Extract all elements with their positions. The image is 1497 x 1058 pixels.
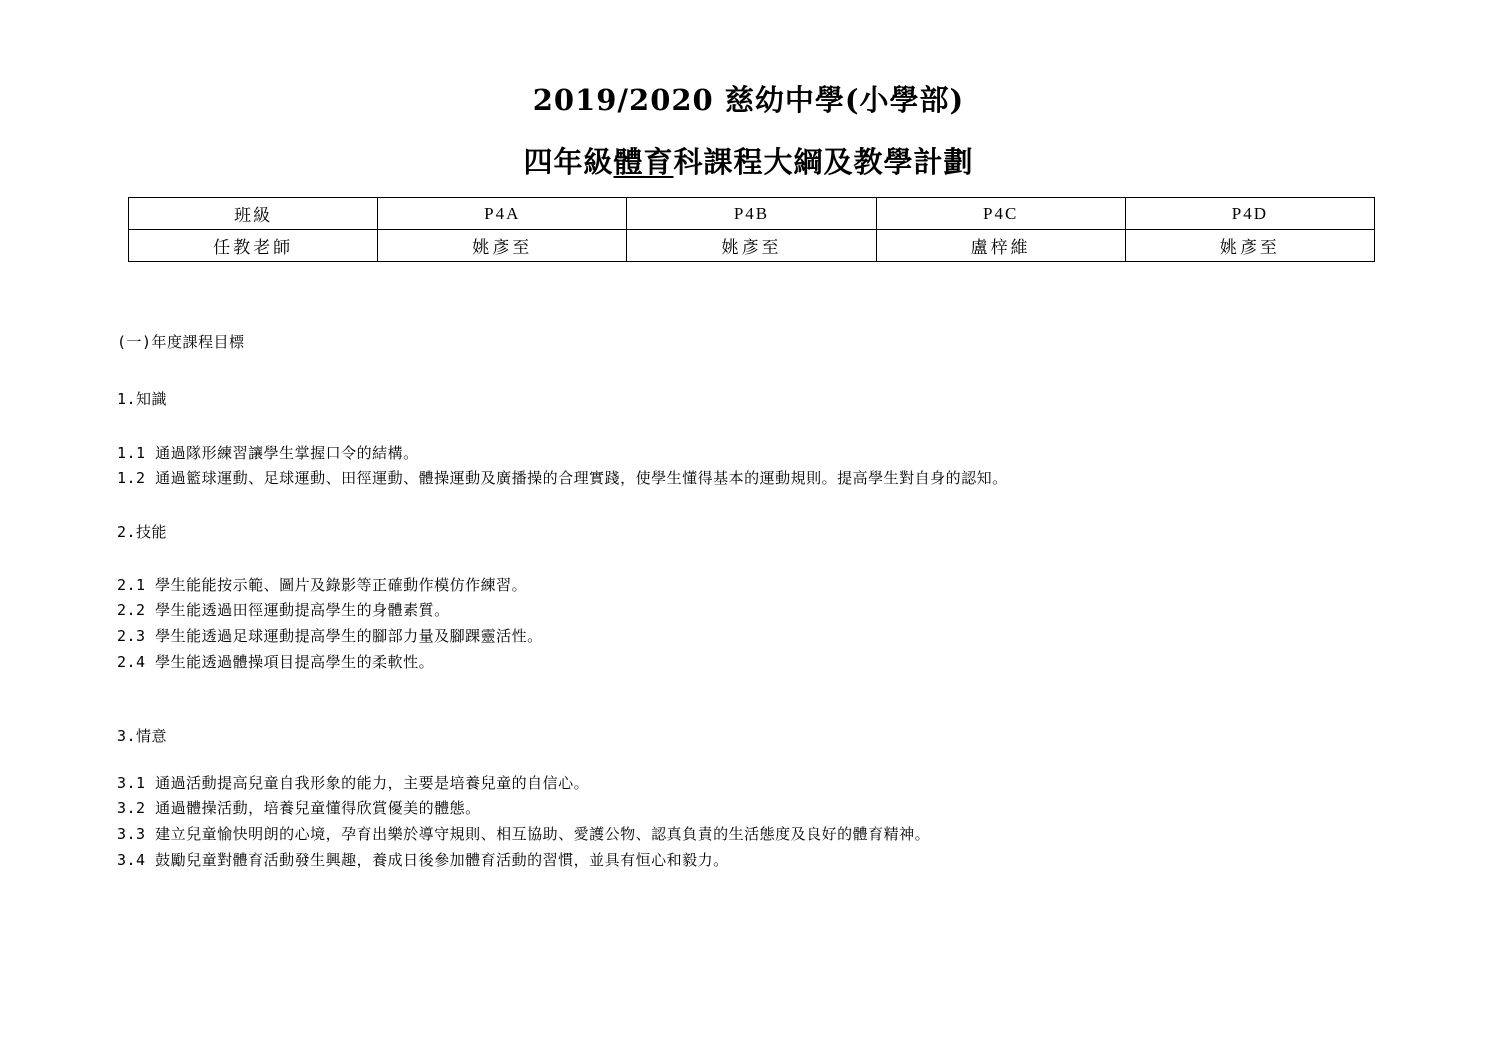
table-cell: 盧梓維 xyxy=(876,230,1125,262)
affect-item: 3.3 建立兒童愉快明朗的心境，孕育出樂於導守規則、相互協助、愛護公物、認真負責的生活態度及良好的體育精神。 xyxy=(117,825,931,843)
affect-item: 3.2 通過體操活動，培養兒童懂得欣賞優美的體態。 xyxy=(117,799,481,817)
class-teacher-table xyxy=(128,197,1375,262)
table-row-teacher xyxy=(129,230,1375,262)
table-cell: P4A xyxy=(378,198,627,230)
knowledge-item: 1.2 通過籃球運動、足球運動、田徑運動、體操運動及廣播操的合理實踐，使學生懂得基本的運動規則。提高學生對自身的認知。 xyxy=(117,469,1008,487)
course-title xyxy=(0,140,1497,181)
knowledge-title: 1.知識 xyxy=(117,390,168,408)
course-title-subject: 體育 xyxy=(613,145,674,179)
school-title: 2019/2020 慈幼中學(小學部) xyxy=(532,83,965,117)
table-cell: P4D xyxy=(1125,198,1374,230)
course-title-grade: 四年級 xyxy=(523,145,614,179)
skills-title: 2.技能 xyxy=(117,523,168,541)
table-cell: 任教老師 xyxy=(129,230,378,262)
skills-item: 2.3 學生能透過足球運動提高學生的腳部力量及腳踝靈活性。 xyxy=(117,627,543,645)
table-cell: 班級 xyxy=(129,198,378,230)
skills-item: 2.4 學生能透過體操項目提高學生的柔軟性。 xyxy=(117,653,435,671)
table-cell: P4C xyxy=(876,198,1125,230)
table-cell: P4B xyxy=(627,198,876,230)
section-heading: (一)年度課程目標 xyxy=(117,333,245,351)
affect-title: 3.情意 xyxy=(117,727,168,745)
affect-item: 3.4 鼓勵兒童對體育活動發生興趣，養成日後參加體育活動的習慣，並具有恒心和毅力。 xyxy=(117,851,729,869)
table-cell: 姚彥至 xyxy=(627,230,876,262)
table-cell: 姚彥至 xyxy=(1125,230,1374,262)
course-title-rest: 科課程大綱及教學計劃 xyxy=(673,145,974,179)
knowledge-item: 1.1 通過隊形練習讓學生掌握口令的結構。 xyxy=(117,444,419,462)
table-cell: 姚彥至 xyxy=(378,230,627,262)
skills-item: 2.1 學生能能按示範、圖片及錄影等正確動作模仿作練習。 xyxy=(117,576,528,594)
table-row-class xyxy=(129,198,1375,230)
affect-item: 3.1 通過活動提高兒童自我形象的能力，主要是培養兒童的自信心。 xyxy=(117,774,590,792)
skills-item: 2.2 學生能透過田徑運動提高學生的身體素質。 xyxy=(117,601,450,619)
